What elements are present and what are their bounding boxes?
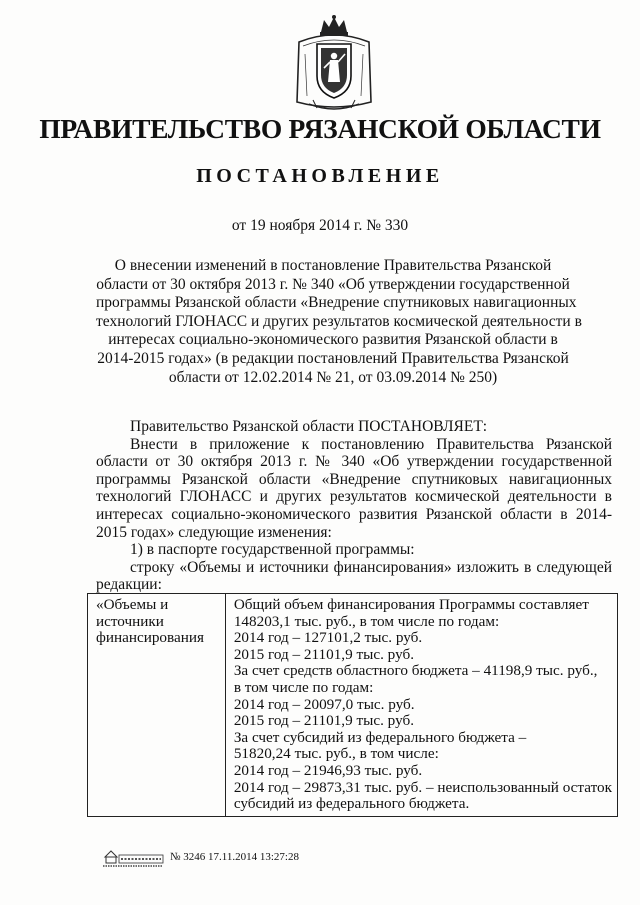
government-title: ПРАВИТЕЛЬСТВО РЯЗАНСКОЙ ОБЛАСТИ (39, 113, 601, 144)
subject-line: О внесении изменений в постановление Правительства Рязанской (114, 257, 552, 274)
cell-line: 2014 год – 20097,0 тыс. руб. (233, 695, 415, 713)
printing-house-stamp-icon (101, 847, 165, 869)
cell-line: «Объемы и (96, 596, 169, 613)
resolution-item-1: 1) в паспорте государственной программы: (130, 541, 415, 559)
subject-line: технологий ГЛОНАСС и других результатов космической деятельности в (96, 312, 582, 330)
cell-line: 2015 год – 21101,9 тыс. руб. (233, 712, 414, 730)
financing-table (87, 593, 618, 817)
subject-line: программы Рязанской области «Внедрение спутниковых навигационных (96, 294, 577, 312)
table-cell-value (225, 594, 617, 817)
table-row (88, 594, 618, 817)
cell-line: в том числе по годам: (233, 678, 374, 696)
cell-line: За счет средств областного бюджета – 41198,9 тыс. руб., (233, 662, 598, 680)
cell-line: 2015 год – 21101,9 тыс. руб. (233, 645, 414, 663)
cell-line: За счет субсидий из федерального бюджета – (233, 728, 527, 746)
ryazan-coat-of-arms-icon (291, 14, 377, 114)
decree-subject (96, 257, 582, 387)
resolution-paragraph: Внести в приложение к постановлению Правительства Рязанской области от 30 октября 2013 г. № 340 «Об утверждении государственной программы Рязанской области «Внедрение спутниковых навигационных технологий ГЛОНАСС и других результатов космической деятельности в интересах социально-экономического развития Рязанской области в 2014-2015 годах» следующие изменения: (96, 435, 612, 541)
cell-line: 2014 год – 21946,93 тыс. руб. (233, 761, 423, 779)
cell-line: источники (96, 612, 164, 630)
subject-line: области от 30 октября 2013 г. № 340 «Об утверждении государственной (96, 275, 570, 293)
registration-number: № 3246 17.11.2014 13:27:28 (170, 851, 299, 863)
decree-body (96, 418, 612, 594)
cell-line: 2014 год – 127101,2 тыс. руб. (233, 629, 423, 647)
resolution-heading: Правительство Рязанской области ПОСТАНОВЛЯЕТ: (130, 418, 488, 435)
cell-line: финансирования (96, 629, 204, 647)
decree-date-number: от 19 ноября 2014 г. № 330 (231, 217, 409, 234)
subject-line: 2014-2015 годах» (в редакции постановлений Правительства Рязанской (97, 349, 569, 367)
subject-line: интересах социально-экономического развития Рязанской области в (108, 331, 558, 349)
cell-line: 2014 год – 29873,31 тыс. руб. – неиспользованный остаток (233, 778, 612, 796)
subject-line: области от 12.02.2014 № 21, от 03.09.2014 № 250) (168, 368, 498, 386)
document-type: ПОСТАНОВЛЕНИЕ (196, 165, 444, 187)
cell-line: 148203,1 тыс. руб., в том числе по годам: (233, 612, 500, 630)
cell-line: Общий объем финансирования Программы составляет (233, 596, 589, 613)
cell-line: 51820,24 тыс. руб., в том числе: (233, 745, 439, 763)
resolution-paragraph: строку «Объемы и источники финансирования» изложить в следующей редакции: (96, 558, 612, 594)
cell-line: субсидий из федерального бюджета. (233, 795, 470, 813)
table-cell-label (88, 594, 226, 817)
